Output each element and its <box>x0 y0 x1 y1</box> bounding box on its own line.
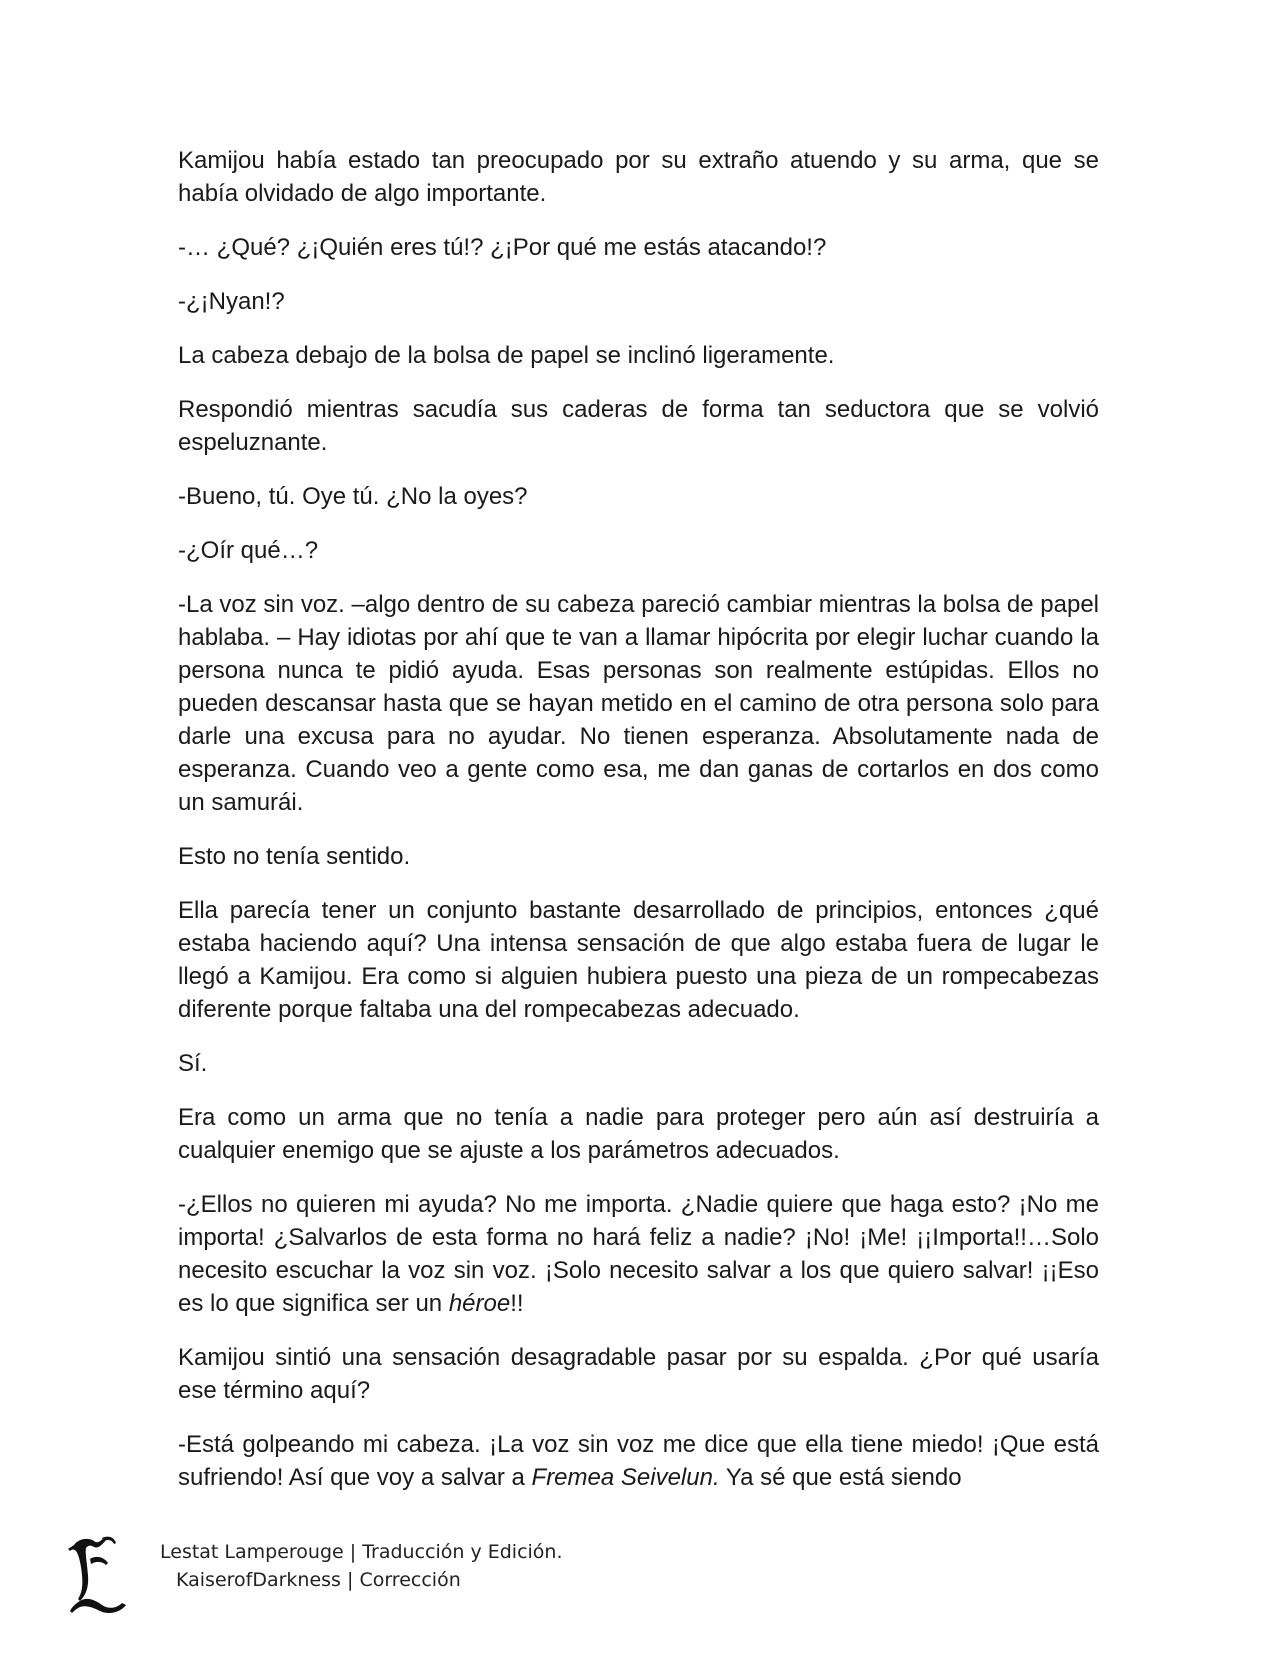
paragraph <box>178 339 1099 372</box>
paragraph-text: Esto no tenía sentido. <box>178 843 411 870</box>
paragraph <box>178 1047 1099 1080</box>
paragraph <box>178 588 1099 819</box>
paragraph-text: -¿Oír qué…? <box>178 537 319 564</box>
paragraph-text: Sí. <box>178 1050 208 1077</box>
paragraph-text: !! <box>510 1290 524 1317</box>
paragraph <box>178 1341 1099 1407</box>
paragraph-text: -Está golpeando mi cabeza. ¡La voz sin voz me dice que ella tiene miedo! ¡Que está sufriendo! Así que voy a salvar a <box>178 1431 1099 1491</box>
paragraph <box>178 1101 1099 1167</box>
emphasis-text: héroe <box>448 1290 511 1317</box>
paragraph-text: -¿Ellos no quieren mi ayuda? No me importa. ¿Nadie quiere que haga esto? ¡No me importa! ¿Salvarlos de esta forma no hará feliz a nadie? ¡No! ¡Me! ¡¡Importa!!…Solo necesito escuchar la voz sin voz. ¡Solo necesito salvar a los que quiero salvar! ¡¡Eso es lo que significa ser un <box>178 1191 1099 1317</box>
paragraph-text: -¿¡Nyan!? <box>178 288 285 315</box>
paragraph <box>178 1428 1099 1494</box>
paragraph-text: -Bueno, tú. Oye tú. ¿No la oyes? <box>178 483 528 510</box>
paragraph-text: -… ¿Qué? ¿¡Quién eres tú!? ¿¡Por qué me estás atacando!? <box>178 234 827 261</box>
paragraph <box>178 840 1099 873</box>
paragraph-text: Era como un arma que no tenía a nadie para proteger pero aún así destruiría a cualquier enemigo que se ajuste a los parámetros adecuados. <box>178 1104 1099 1164</box>
emphasis-text: Fremea Seivelun. <box>531 1464 720 1491</box>
paragraph-text: Ya sé que está siendo <box>719 1464 962 1491</box>
paragraph-text: Ella parecía tener un conjunto bastante desarrollado de principios, entonces ¿qué estaba haciendo aquí? Una intensa sensación de que algo estaba fuera de lugar le llegó a Kamijou. Era como si alguien hubiera puesto una pieza de un rompecabezas diferente porque faltaba una del rompecabezas adecuado. <box>178 897 1099 1023</box>
paragraph <box>178 1188 1099 1320</box>
paragraph <box>178 534 1099 567</box>
paragraph-text: La cabeza debajo de la bolsa de papel se inclinó ligeramente. <box>178 342 835 369</box>
paragraph-text: Kamijou sintió una sensación desagradable pasar por su espalda. ¿Por qué usaría ese término aquí? <box>178 1344 1099 1404</box>
paragraph <box>178 393 1099 459</box>
paragraph <box>178 231 1099 264</box>
paragraph <box>178 894 1099 1026</box>
paragraph-text: Respondió mientras sacudía sus caderas de forma tan seductora que se volvió espeluznante. <box>178 396 1099 456</box>
paragraph <box>178 480 1099 513</box>
gothic-letter-l-icon <box>64 1535 132 1615</box>
paragraph <box>178 144 1099 210</box>
footer-credit-correction: KaiserofDarkness | Corrección <box>176 1569 461 1591</box>
paragraph-text: Kamijou había estado tan preocupado por su extraño atuendo y su arma, que se había olvidado de algo importante. <box>178 147 1099 207</box>
page-body <box>178 144 1099 1515</box>
footer-credit-translation: Lestat Lamperouge | Traducción y Edición. <box>160 1541 563 1563</box>
paragraph-text: -La voz sin voz. –algo dentro de su cabeza pareció cambiar mientras la bolsa de papel hablaba. – Hay idiotas por ahí que te van a llamar hipócrita por elegir luchar cuando la persona nunca te pidió ayuda. Esas personas son realmente estúpidas. Ellos no pueden descansar hasta que se hayan metido en el camino de otra persona solo para darle una excusa para no ayudar. No tienen esperanza. Absolutamente nada de esperanza. Cuando veo a gente como esa, me dan ganas de cortarlos en dos como un samurái. <box>178 591 1099 816</box>
page-footer <box>60 1535 760 1615</box>
paragraph <box>178 285 1099 318</box>
